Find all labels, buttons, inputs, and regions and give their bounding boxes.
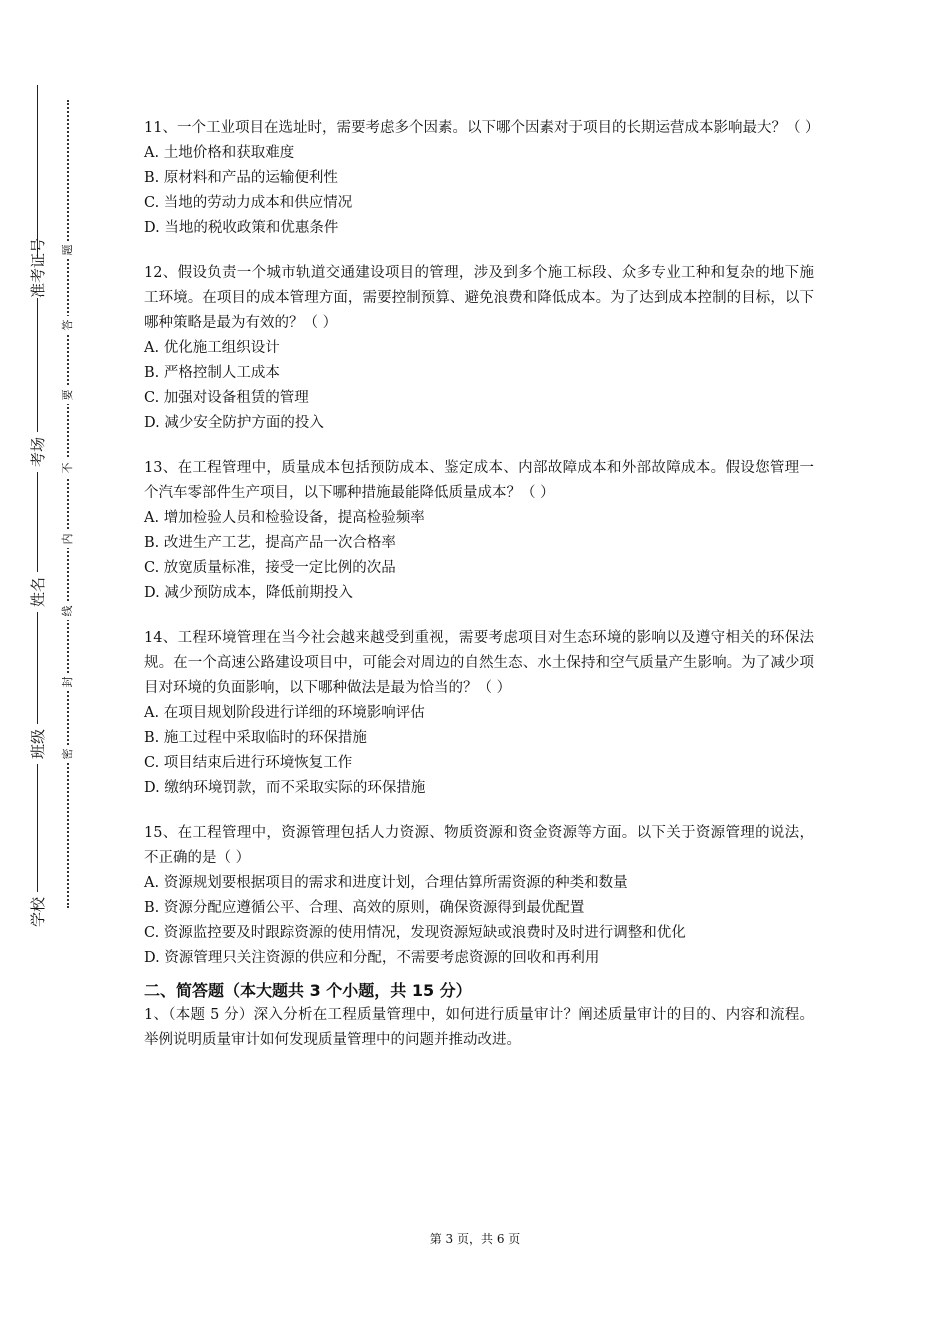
question-text: 15、在工程管理中，资源管理包括人力资源、物质资源和资金资源等方面。以下关于资源管理的说法，不正确的是（ ）	[144, 825, 814, 866]
option-c: C. 放宽质量标准，接受一定比例的次品	[144, 560, 396, 576]
question-11	[144, 116, 820, 241]
option-d: D. 减少安全防护方面的投入	[144, 415, 324, 431]
field-label-school: 学校	[18, 892, 58, 932]
seal-char: 线	[59, 602, 77, 620]
seal-char: 内	[59, 530, 77, 548]
option-c: C. 项目结束后进行环境恢复工作	[144, 755, 353, 771]
option-a: A. 优化施工组织设计	[144, 340, 280, 356]
short-answer-question-1: 1、（本题 5 分）深入分析在工程质量管理中，如何进行质量审计？阐述质量审计的目的、内容和流程。举例说明质量审计如何发现质量管理中的问题并推动改进。	[144, 1007, 814, 1048]
question-14	[144, 626, 814, 801]
option-b: B. 严格控制人工成本	[144, 365, 280, 381]
option-a: A. 在项目规划阶段进行详细的环境影响评估	[144, 705, 425, 721]
seal-char: 答	[59, 316, 77, 334]
option-b: B. 原材料和产品的运输便利性	[144, 170, 338, 186]
option-c: C. 当地的劳动力成本和供应情况	[144, 195, 353, 211]
seal-char: 不	[59, 459, 77, 477]
section-title-short-answer: 二、简答题（本大题共 3 个小题，共 15 分）	[144, 981, 472, 1000]
question-text: 14、工程环境管理在当今社会越来越受到重视，需要考虑项目对生态环境的影响以及遵守相关的环保法规。在一个高速公路建设项目中，可能会对周边的自然生态、水土保持和空气质量产生影响。为了减少项目对环境的负面影响，以下哪种做法是最为恰当的？（ ）	[144, 630, 814, 696]
option-d: D. 减少预防成本，降低前期投入	[144, 585, 353, 601]
seal-char: 密	[59, 745, 77, 763]
question-15	[144, 821, 814, 971]
option-b: B. 施工过程中采取临时的环保措施	[144, 730, 367, 746]
binding-line-solid	[37, 85, 38, 925]
option-b: B. 资源分配应遵循公平、合理、高效的原则，确保资源得到最优配置	[144, 900, 585, 916]
option-b: B. 改进生产工艺，提高产品一次合格率	[144, 535, 396, 551]
exam-content	[144, 116, 820, 1053]
seal-char: 要	[59, 386, 77, 404]
field-label-exam-number: 准考证号	[18, 258, 58, 298]
option-c: C. 资源监控要及时跟踪资源的使用情况，发现资源短缺或浪费时及时进行调整和优化	[144, 925, 686, 941]
field-label-exam-room: 考场	[18, 432, 58, 472]
seal-char: 封	[59, 673, 77, 691]
option-c: C. 加强对设备租赁的管理	[144, 390, 309, 406]
option-a: A. 增加检验人员和检验设备，提高检验频率	[144, 510, 425, 526]
page-footer: 第 3 页，共 6 页	[429, 1232, 521, 1246]
question-text: 12、假设负责一个城市轨道交通建设项目的管理，涉及到多个施工标段、众多专业工种和复杂的地下施工环境。在项目的成本管理方面，需要控制预算、避免浪费和降低成本。为了达到成本控制的目标，以下哪种策略是最为有效的？（ ）	[144, 265, 814, 331]
field-label-class: 班级	[18, 724, 58, 764]
question-text: 13、在工程管理中，质量成本包括预防成本、鉴定成本、内部故障成本和外部故障成本。假设您管理一个汽车零部件生产项目，以下哪种措施最能降低质量成本？（ ）	[144, 460, 814, 501]
option-a: A. 资源规划要根据项目的需求和进度计划，合理估算所需资源的种类和数量	[144, 875, 628, 891]
question-text: 11、一个工业项目在选址时，需要考虑多个因素。以下哪个因素对于项目的长期运营成本影响最大？（ ）	[144, 120, 820, 136]
question-12	[144, 261, 814, 436]
seal-line-dotted	[67, 100, 69, 908]
option-d: D. 当地的税收政策和优惠条件	[144, 220, 339, 236]
field-label-name: 姓名	[18, 572, 58, 612]
question-13	[144, 456, 814, 606]
option-a: A. 土地价格和获取难度	[144, 145, 295, 161]
seal-char: 题	[59, 241, 77, 259]
option-d: D. 资源管理只关注资源的供应和分配，不需要考虑资源的回收和再利用	[144, 950, 600, 966]
option-d: D. 缴纳环境罚款，而不采取实际的环保措施	[144, 780, 426, 796]
